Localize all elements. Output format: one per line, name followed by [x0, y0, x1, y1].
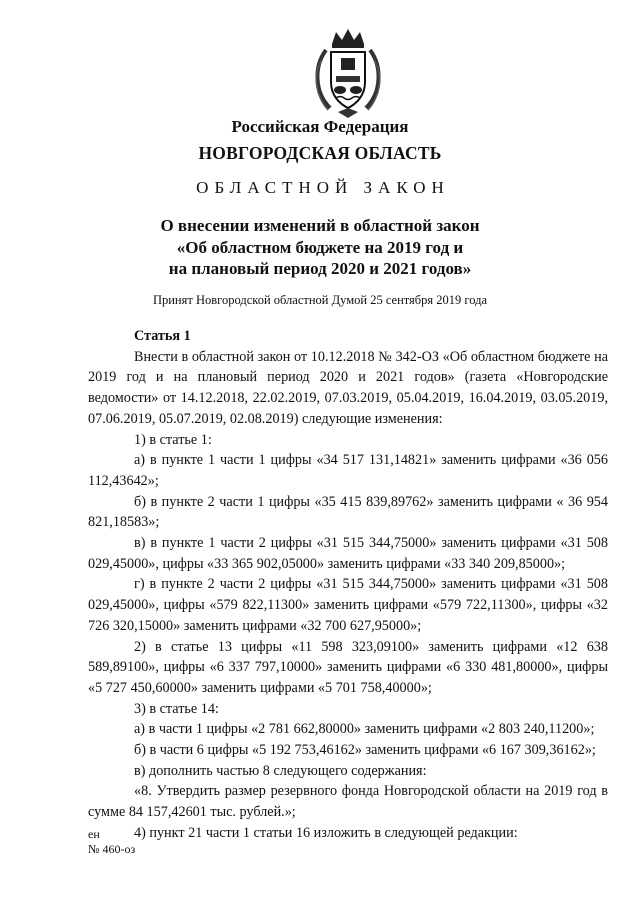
- document-type-heading: ОБЛАСТНОЙ ЗАКОН: [196, 178, 450, 197]
- article-paragraph: г) в пункте 2 части 2 цифры «31 515 344,75000» заменить цифрами «31 508 029,45000», цифры «579 822,11300» заменить цифрами «579 722,11300», цифры «32 726 320,15000» заменить цифрами «32 700 627,95000»;: [88, 576, 608, 634]
- article-paragraph: а) в части 1 цифры «2 781 662,80000» заменить цифрами «2 803 240,11200»;: [134, 721, 595, 738]
- article-paragraph: б) в пункте 2 части 1 цифры «35 415 839,89762» заменить цифрами « 36 954 821,18583»;: [88, 493, 608, 531]
- document-footer: [88, 827, 135, 857]
- law-title-line: О внесении изменений в областной закон: [160, 216, 480, 235]
- article-paragraph: 1) в статье 1:: [134, 431, 212, 448]
- article-paragraph: в) дополнить частью 8 следующего содержания:: [134, 762, 427, 779]
- article-paragraph: Внести в областной закон от 10.12.2018 № 342-ОЗ «Об областном бюджете на 2019 год и на плановый период 2020 и 2021 годов» (газета «Новгородские ведомости» от 14.12.2018, 22.02.2019, 07.03.2019, 05.04.2019, 16.04.2019, 03.05.2019, 07.06.2019, 05.07.2019, 02.08.2019) следующие изменения:: [88, 348, 608, 427]
- adoption-note: Принят Новгородской областной Думой 25 сентября 2019 года: [152, 293, 488, 307]
- region-heading: НОВГОРОДСКАЯ ОБЛАСТЬ: [198, 143, 442, 163]
- article-paragraph: а) в пункте 1 части 1 цифры «34 517 131,14821» заменить цифрами «36 056 112,43642»;: [88, 452, 608, 489]
- coat-of-arms-icon: [304, 26, 392, 120]
- article-paragraph: 2) в статье 13 цифры «11 598 323,09100» заменить цифрами «12 638 589,89100», цифры «6 337 797,10000» заменить цифрами «6 330 481,80000», цифры «5 727 450,60000» заменить цифрами «5 701 758,40000»;: [88, 638, 608, 696]
- article-paragraph: б) в части 6 цифры «5 192 753,46162» заменить цифрами «6 167 309,36162»;: [134, 742, 596, 759]
- article-paragraph: 3) в статье 14:: [134, 700, 219, 717]
- law-title: [40, 215, 600, 280]
- executor-initials: ен: [88, 827, 100, 841]
- country-heading: Российская Федерация: [231, 117, 409, 136]
- article-heading: Статья 1: [134, 328, 191, 344]
- law-title-line: «Об областном бюджете на 2019 год и: [176, 237, 464, 257]
- law-title-line: на плановый период 2020 и 2021 годов»: [168, 259, 472, 278]
- law-number: № 460-оз: [88, 842, 136, 856]
- article-paragraph: «8. Утвердить размер резервного фонда Новгородской области на 2019 год в сумме 84 157,42601 тыс. рублей.»;: [88, 783, 608, 821]
- article-paragraph: 4) пункт 21 части 1 статьи 16 изложить в следующей редакции:: [134, 824, 518, 841]
- article-body: [88, 326, 608, 844]
- article-paragraph: в) в пункте 1 части 2 цифры «31 515 344,75000» заменить цифрами «31 508 029,45000», цифры «33 365 902,05000» заменить цифрами «33 340 209,85000»;: [88, 535, 608, 572]
